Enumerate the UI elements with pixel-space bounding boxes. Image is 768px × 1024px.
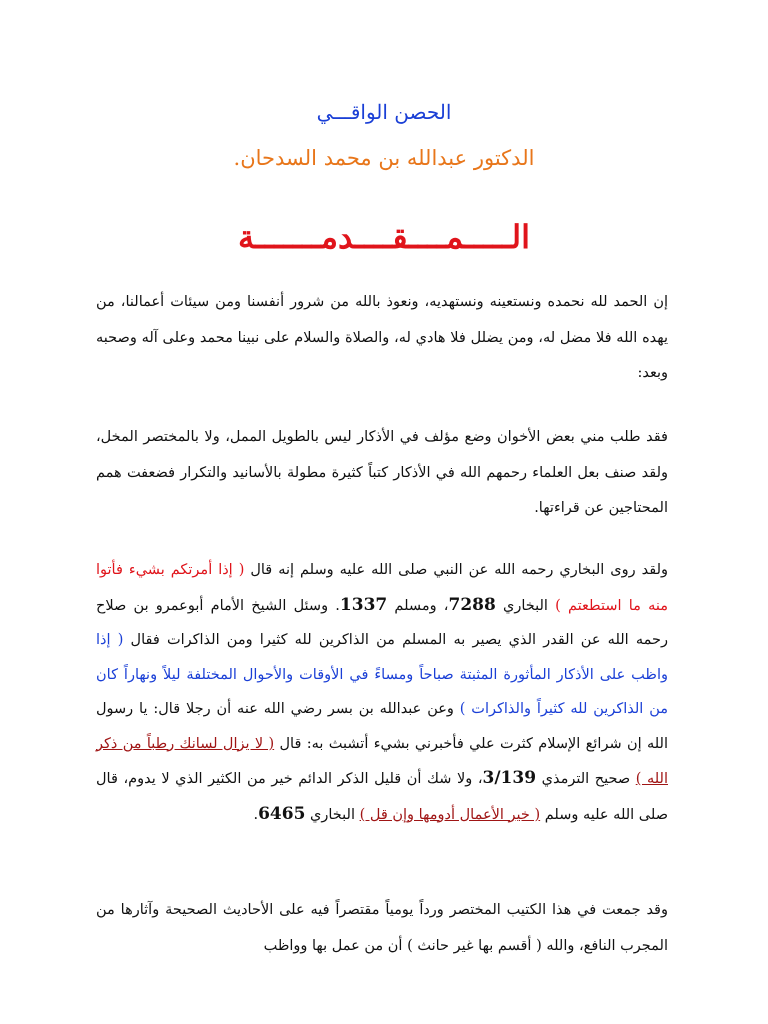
hadith-text: ، ولا شك أن قليل الذكر الدائم خير من الكثير الذي لا يدوم، قال صلى الله عليه وسلم <box>96 771 668 823</box>
hadith-text: ولقد روى البخاري رحمه الله عن النبي صلى الله عليه وسلم إنه قال <box>244 562 668 578</box>
hadith-text: ، ومسلم <box>387 597 449 614</box>
scholar-quote: ( إذا واظب على الأذكار المأثورة المثبتة صباحاً ومساءً في الأوقات والأحوال المختلفة ليلاً ونهاراً كان من الذاكرين لله كثيراً والذاكرات ) <box>96 632 669 717</box>
paragraph-request: فقد طلب مني بعض الأخوان وضع مؤلف في الأذكار ليس بالطويل الممل، ولا بالمختصر المخل، ولقد صنف بعل العلماء رحمهم الله في الأذكار كتباً كثيرة مطولة بالأسانيد والتكرار فضعفت همم المحتاجين عن قراءتها. <box>96 429 668 516</box>
paragraph-hadith <box>96 553 668 832</box>
hadith-text: . وسئل الشيخ الأمام أبوعمرو بن صلاح رحمه الله عن القدر الذي يصير به المسلم من الذاكرين لله كثيرا ومن الذاكرات فقال <box>96 597 668 648</box>
section-heading: الـــــمــــقــــدمـــــــة <box>238 218 530 256</box>
hadith-number: 1337 <box>339 594 388 615</box>
hadith-text: . <box>253 806 259 823</box>
author-name: الدكتور عبدالله بن محمد السدحان. <box>233 146 535 170</box>
hadith-text: البخاري <box>305 806 360 823</box>
hadith-number: 6465 <box>258 803 306 824</box>
hadith-text: البخاري <box>495 597 556 614</box>
book-title: الحصن الواقـــي <box>316 100 452 124</box>
paragraph-compilation: وقد جمعت في هذا الكتيب المختصر ورداً يومياً مقتصراً فيه على الأحاديث الصحيحة وآثارها من المجرب النافع، والله ( أقسم بها غير حانث ) أن من عمل بها وواظب <box>96 902 668 954</box>
paragraph-intro: إن الحمد لله نحمده ونستعينه ونستهديه، ونعوذ بالله من شرور أنفسنا ومن سيئات أعمالنا، من يهده الله فلا مضل له، ومن يضلل فلا هادي له، والصلاة والسلام على نبينا محمد وعلى آله وصحبه وبعد: <box>96 294 668 381</box>
hadith-quote: ( لا يزال لسانك رطباً من ذكر الله ) <box>96 735 668 787</box>
hadith-number: 3/139 <box>482 768 537 788</box>
hadith-number: 7288 <box>448 594 496 615</box>
hadith-text: صحيح الترمذي <box>536 771 636 787</box>
hadith-text: وعن عبدالله بن بسر رضي الله عنه أن رجلا قال: يا رسول الله إن شرائع الإسلام كثرت علي فأخبرني بشيء أتشبث به: قال <box>96 701 668 752</box>
hadith-quote: ( إذا أمرتكم بشيء فأتوا منه ما استطعتم ) <box>96 562 669 614</box>
hadith-quote: ( خير الأعمال أدومها وإن قل ) <box>359 806 541 823</box>
